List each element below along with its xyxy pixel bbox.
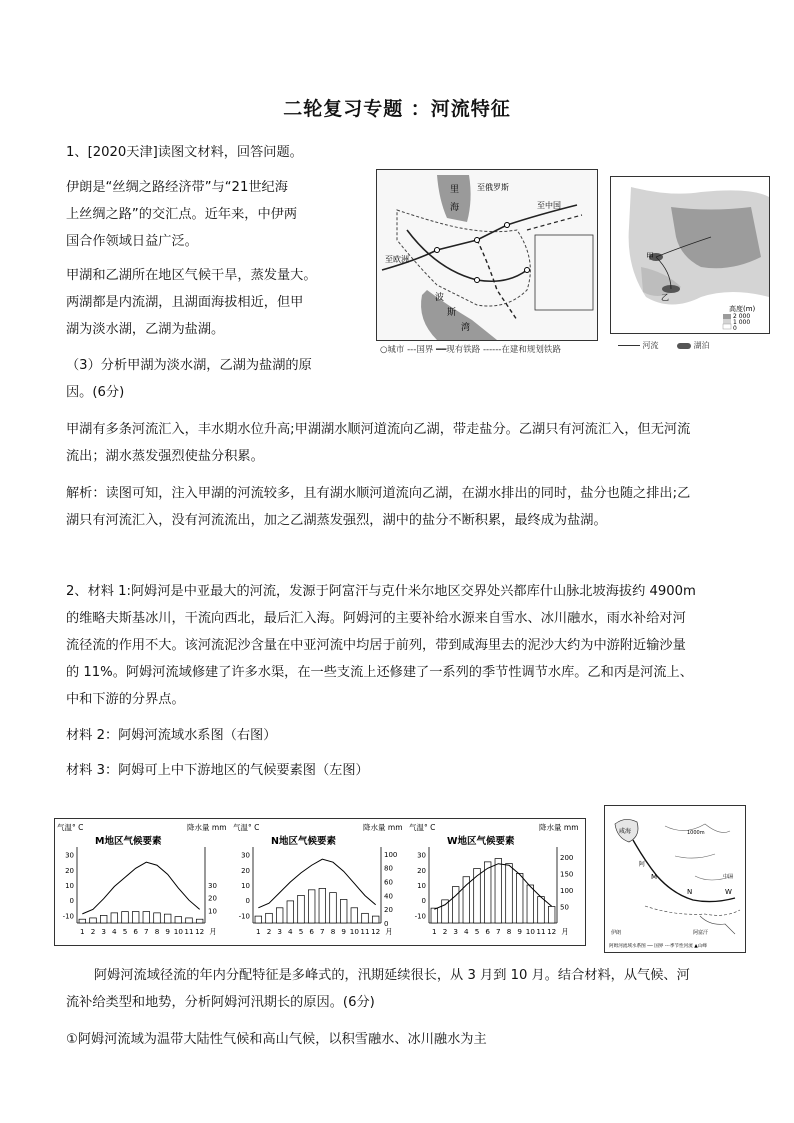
temperature-line	[82, 862, 199, 914]
chart-left-axis-label: 气温° C	[233, 823, 260, 832]
lake-inset-map	[610, 176, 770, 334]
chart-month-label: 3	[101, 927, 106, 936]
climate-charts-svg	[55, 819, 585, 945]
precip-bar	[319, 888, 326, 923]
precip-bar	[431, 908, 438, 923]
precip-bar	[362, 913, 369, 923]
map-label-sea: 里	[450, 185, 460, 195]
precip-bar	[527, 885, 534, 923]
chart-month-label: 5	[298, 927, 304, 936]
river-map-label: 伊朗	[611, 930, 622, 936]
precip-bar	[175, 917, 182, 923]
chart-month-label: 8	[154, 927, 160, 936]
map-label-russia: 至俄罗斯	[477, 183, 509, 192]
precip-bar	[538, 897, 545, 923]
chart-left-tick-label: 20	[65, 866, 74, 875]
chart-right-tick-label: 80	[384, 864, 393, 873]
river-legend-label: 河流	[642, 341, 659, 350]
chart-month-label: 5	[122, 927, 128, 936]
precip-bar	[474, 868, 481, 923]
precip-bar	[164, 914, 171, 923]
precip-bar	[132, 912, 139, 923]
chart-month-label: 1	[256, 927, 261, 936]
q1-subquestion	[66, 352, 366, 406]
lake-legend-icon	[677, 343, 691, 349]
inset-legend	[618, 340, 768, 351]
chart-month-label: 10	[173, 927, 183, 936]
q1-answer-line: 甲湖有多条河流汇入，丰水期水位升高;甲湖湖水顺河道流向乙湖，带走盐分。乙湖只有河流汇入，但无河流	[66, 422, 691, 437]
q1-analysis-line: 解析：读图可知，注入甲湖的河流较多，且有湖水顺河道流向乙湖，在湖水排出的同时，盐分也随之排出;乙	[66, 486, 691, 501]
river-map-label: W	[725, 888, 732, 896]
chart-left-tick-label: 20	[417, 866, 426, 875]
precip-bar	[330, 893, 337, 923]
precip-bar	[308, 890, 315, 923]
chart-month-label: 2	[442, 927, 448, 936]
precip-bar	[372, 916, 379, 923]
q1-stem: 1、[2020天津]读图文材料，回答问题。	[66, 145, 303, 160]
chart-month-label: 4	[288, 927, 293, 936]
map-label-gulf: 波	[435, 293, 445, 303]
chart-month-label: 3	[277, 927, 282, 936]
precip-bar	[196, 919, 203, 923]
chart-right-axis-label: 降水量 mm	[187, 823, 227, 832]
chart-month-label: 月	[385, 927, 393, 936]
q1-lakes	[66, 262, 366, 343]
q1-answer	[66, 416, 746, 470]
river-legend-icon	[618, 345, 640, 346]
map-legend: ○城市 ---国界 ━━现有铁路 ------在建和规划铁路	[380, 345, 561, 355]
chart-month-label: 1	[80, 927, 85, 936]
precip-bar	[122, 912, 129, 923]
q2-material3: 材料 3：阿姆可上中下游地区的气候要素图（左图）	[66, 763, 369, 778]
precip-bar	[298, 895, 305, 923]
chart-month-label: 7	[320, 927, 325, 936]
river-map-label: 阿富汗	[693, 930, 709, 936]
chart-month-label: 11	[536, 927, 546, 936]
chart-left-axis-label: 气温° C	[57, 823, 84, 832]
temperature-line	[258, 859, 375, 908]
q2-material1-line: 流径流的作用不大。该河流泥沙含量在中亚河流中均居于前列，带到咸海里去的泥沙大约为中游附近输沙量	[66, 638, 686, 653]
altitude-value: 2 000	[733, 313, 751, 320]
chart-left-tick-label: 0	[245, 897, 250, 906]
chart-title: N地区气候要素	[271, 836, 336, 847]
chart-right-tick-label: 30	[208, 882, 217, 890]
chart-left-tick-label: 10	[241, 882, 250, 890]
chart-month-label: 3	[453, 927, 458, 936]
altitude-legend-title: 高度(m)	[729, 305, 756, 313]
river-map-label: 中国	[723, 874, 734, 880]
q2-material1-line: 中和下游的分界点。	[66, 692, 185, 707]
precip-bar	[351, 908, 358, 923]
q1-lakes-line: 甲湖和乙湖所在地区气候干旱，蒸发量大。	[66, 268, 317, 283]
q2-material1	[66, 578, 756, 713]
altitude-value: 0	[733, 325, 737, 332]
q2-question	[66, 962, 756, 1016]
river-map-label: 阿	[639, 861, 646, 868]
chart-month-label: 1	[432, 927, 437, 936]
chart-month-label: 2	[90, 927, 96, 936]
chart-right-tick-label: 150	[560, 870, 574, 879]
climate-charts-panel	[54, 818, 586, 946]
chart-month-label: 7	[496, 927, 501, 936]
q1-intro	[66, 174, 366, 255]
chart-right-tick-label: 60	[384, 878, 393, 887]
map-label-gulf: 湾	[461, 323, 471, 333]
map-label-sea: 海	[450, 203, 460, 213]
map-label-china: 至中国	[537, 201, 561, 210]
q1-subquestion-line: 因。(6分)	[66, 385, 125, 400]
precip-bar	[154, 913, 161, 923]
chart-month-label: 11	[360, 927, 370, 936]
chart-left-tick-label: 0	[421, 897, 426, 906]
chart-right-tick-label: 100	[560, 886, 574, 895]
q2-question-line: 流补给类型和地势，分析阿姆河汛期长的原因。(6分)	[66, 995, 375, 1010]
q2-answer: ①阿姆河流域为温带大陆性气候和高山气候，以积雪融水、冰川融水为主	[66, 1032, 487, 1047]
chart-right-tick-label: 10	[208, 907, 217, 916]
q2-material2: 材料 2：阿姆河流域水系图（右图）	[66, 728, 277, 743]
chart-right-axis-label: 降水量 mm	[539, 823, 579, 832]
river-map-legend: 阿姆河流域水系图 ── 国界 ---季节性河流 ▲山峰	[609, 944, 707, 949]
chart-month-label: 12	[547, 927, 557, 936]
chart-month-label: 9	[517, 927, 522, 936]
precip-bar	[143, 912, 150, 923]
chart-month-label: 9	[341, 927, 346, 936]
chart-left-tick-label: 30	[65, 851, 74, 860]
chart-right-tick-label: 200	[560, 853, 574, 862]
river-map-label: M	[651, 873, 658, 881]
map-label-europe: 至欧洲	[385, 255, 409, 264]
q1-answer-line: 流出；湖水蒸发强烈使盐分积累。	[66, 449, 264, 464]
precip-bar	[79, 919, 86, 923]
chart-right-tick-label: 20	[384, 906, 393, 915]
precip-bar	[186, 918, 193, 923]
chart-right-tick-label: 20	[208, 894, 217, 903]
q1-analysis	[66, 480, 746, 534]
chart-right-tick-label: 40	[384, 892, 393, 901]
chart-month-label: 10	[525, 927, 535, 936]
precip-bar	[340, 900, 347, 923]
precip-bar	[255, 916, 262, 923]
chart-month-label: 8	[506, 927, 512, 936]
river-map-label: N	[687, 888, 693, 896]
q1-intro-line: 伊朗是“丝绸之路经济带”与“21世纪海	[66, 180, 288, 195]
q2-question-line: 阿姆河流域径流的年内分配特征是多峰式的，汛期延续很长，从 3 月到 10 月。结合材料，从气候、河	[94, 968, 690, 983]
lake-label-jia: 甲	[646, 252, 654, 261]
q1-subquestion-line: （3）分析甲湖为淡水湖，乙湖为盐湖的原	[66, 358, 312, 373]
chart-right-tick-label: 100	[384, 850, 398, 859]
temperature-line	[434, 864, 551, 910]
chart-month-label: 5	[474, 927, 480, 936]
chart-right-tick-label: 50	[560, 903, 569, 912]
q2-material1-line: 的 11%。阿姆河流域修建了许多水渠，在一些支流上还修建了一系列的季节性调节水库。乙和丙是河流上、	[66, 665, 693, 680]
q2-material1-line: 2、材料 1:阿姆河是中亚最大的河流，发源于阿富汗与克什米尔地区交界处兴都库什山脉北坡海拔约 4900m	[66, 584, 696, 599]
chart-month-label: 12	[371, 927, 381, 936]
chart-month-label: 月	[209, 927, 217, 936]
chart-left-tick-label: -10	[414, 912, 426, 921]
chart-month-label: 6	[485, 927, 490, 936]
altitude-value: 1 000	[733, 319, 751, 326]
chart-month-label: 8	[330, 927, 336, 936]
chart-month-label: 4	[112, 927, 117, 936]
map-label-gulf: 斯	[447, 308, 457, 318]
chart-month-label: 10	[349, 927, 359, 936]
chart-left-tick-label: 30	[241, 851, 250, 860]
chart-left-tick-label: 30	[417, 851, 426, 860]
chart-month-label: 月	[561, 927, 569, 936]
chart-month-label: 11	[184, 927, 194, 936]
q1-lakes-line: 湖为淡水湖，乙湖为盐湖。	[66, 322, 225, 337]
q1-lakes-line: 两湖都是内流湖，且湖面海拔相近，但甲	[66, 295, 304, 310]
chart-month-label: 6	[309, 927, 314, 936]
chart-left-tick-label: -10	[62, 912, 74, 921]
precip-bar	[276, 908, 283, 923]
chart-month-label: 2	[266, 927, 272, 936]
amu-river-map	[604, 805, 746, 953]
river-map-label: 咸海	[619, 828, 632, 835]
q2-material1-line: 的维略夫斯基冰川，干流向西北，最后汇入海。阿姆河的主要补给水源来自雪水、冰川融水，雨水补给对河	[66, 611, 686, 626]
precip-bar	[452, 887, 459, 923]
precip-bar	[287, 901, 294, 923]
chart-right-tick-label: 0	[384, 920, 389, 928]
chart-left-tick-label: 20	[241, 866, 250, 875]
precip-bar	[266, 913, 273, 923]
precip-bar	[516, 873, 523, 923]
chart-left-tick-label: 10	[417, 882, 426, 890]
iran-railway-map	[376, 169, 598, 341]
chart-left-tick-label: 10	[65, 882, 74, 890]
precip-bar	[90, 918, 97, 923]
lake-legend-label: 湖泊	[693, 341, 710, 350]
q1-intro-line: 上丝绸之路”的交汇点。近年来，中伊两	[66, 207, 298, 222]
river-map-label: 1000m	[687, 830, 705, 836]
chart-left-axis-label: 气温° C	[409, 823, 436, 832]
chart-month-label: 9	[165, 927, 170, 936]
chart-title: M地区气候要素	[95, 836, 162, 847]
chart-month-label: 7	[144, 927, 149, 936]
chart-month-label: 12	[195, 927, 205, 936]
precip-bar	[548, 906, 555, 923]
precip-bar	[495, 859, 502, 923]
chart-title: W地区气候要素	[447, 836, 515, 847]
chart-left-tick-label: 0	[69, 897, 74, 906]
chart-right-axis-label: 降水量 mm	[363, 823, 403, 832]
lake-label-yi: 乙	[661, 293, 669, 302]
page-title: 二轮复习专题 ：河流特征	[283, 98, 511, 120]
q1-intro-line: 国合作领域日益广泛。	[66, 234, 198, 249]
precip-bar	[100, 915, 107, 923]
chart-month-label: 4	[464, 927, 469, 936]
q1-analysis-line: 湖只有河流汇入，没有河流流出，加之乙湖蒸发强烈，湖中的盐分不断积累，最终成为盐湖。	[66, 513, 607, 528]
precip-bar	[484, 862, 491, 923]
chart-month-label: 6	[133, 927, 138, 936]
precip-bar	[111, 913, 118, 923]
precip-bar	[506, 864, 513, 923]
chart-left-tick-label: -10	[238, 912, 250, 921]
